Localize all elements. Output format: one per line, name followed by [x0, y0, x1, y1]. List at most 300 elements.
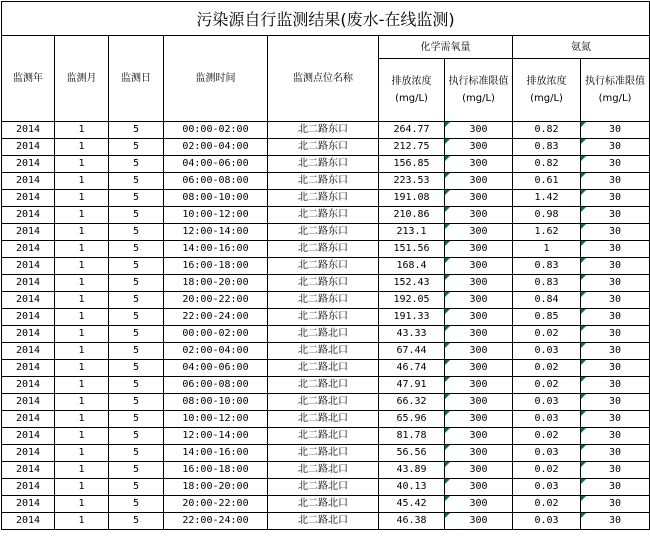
cell-nh3-limit[interactable]: [581, 377, 650, 394]
cell-nh3-concentration[interactable]: [513, 411, 581, 428]
cell-nh3-limit[interactable]: [581, 411, 650, 428]
cell-cod-limit[interactable]: [445, 275, 513, 292]
cell-nh3-concentration[interactable]: [513, 428, 581, 445]
cell-site[interactable]: [268, 173, 379, 190]
cell-cod-concentration[interactable]: [379, 156, 445, 173]
cell-time[interactable]: [164, 411, 268, 428]
cell-comment-flag-icon: [581, 411, 586, 416]
cell-value: 1: [78, 515, 85, 526]
cell-year[interactable]: [2, 258, 55, 275]
cell-cod-concentration[interactable]: [379, 292, 445, 309]
cell-value: 北二路北口: [298, 430, 348, 441]
cell-value: 北二路北口: [298, 379, 348, 390]
cell-site[interactable]: [268, 139, 379, 156]
cell-month[interactable]: [55, 326, 109, 343]
cell-month[interactable]: [55, 394, 109, 411]
cell-cod-limit[interactable]: [445, 258, 513, 275]
cell-day[interactable]: [109, 343, 164, 360]
cell-day[interactable]: [109, 292, 164, 309]
cell-site[interactable]: [268, 445, 379, 462]
cell-value: 300: [469, 192, 488, 203]
cell-cod-limit[interactable]: [445, 394, 513, 411]
cell-year[interactable]: [2, 207, 55, 224]
cell-nh3-concentration[interactable]: [513, 122, 581, 139]
cell-day[interactable]: [109, 513, 164, 530]
cell-nh3-concentration[interactable]: [513, 445, 581, 462]
cell-site[interactable]: [268, 292, 379, 309]
cell-day[interactable]: [109, 139, 164, 156]
cell-site[interactable]: [268, 122, 379, 139]
header-year[interactable]: 监测年: [2, 36, 55, 122]
cell-time[interactable]: [164, 445, 268, 462]
cell-site[interactable]: [268, 360, 379, 377]
cell-month[interactable]: [55, 241, 109, 258]
cell-nh3-limit[interactable]: [581, 292, 650, 309]
cell-value: 30: [609, 175, 622, 186]
header-month[interactable]: 监测月: [55, 36, 109, 122]
cell-day[interactable]: [109, 411, 164, 428]
cell-month[interactable]: [55, 224, 109, 241]
cell-value: 46.38: [396, 515, 427, 526]
header-cod-limit[interactable]: 执行标准限值(mg/L): [445, 59, 513, 122]
cell-nh3-limit[interactable]: [581, 360, 650, 377]
header-day[interactable]: 监测日: [109, 36, 164, 122]
cell-site[interactable]: [268, 224, 379, 241]
cell-site[interactable]: [268, 190, 379, 207]
cell-year[interactable]: [2, 462, 55, 479]
cell-time[interactable]: [164, 343, 268, 360]
cell-day[interactable]: [109, 428, 164, 445]
cell-comment-flag-icon: [445, 207, 450, 212]
cell-day[interactable]: [109, 241, 164, 258]
cell-cod-concentration[interactable]: [379, 479, 445, 496]
cell-nh3-limit[interactable]: [581, 445, 650, 462]
cell-month[interactable]: [55, 445, 109, 462]
cell-value: 151.56: [393, 243, 430, 254]
cell-nh3-limit[interactable]: [581, 122, 650, 139]
cell-time[interactable]: [164, 275, 268, 292]
cell-nh3-limit[interactable]: [581, 173, 650, 190]
cell-value: 22:00-24:00: [182, 515, 249, 526]
cell-value: 2014: [15, 260, 41, 271]
cell-cod-concentration[interactable]: [379, 309, 445, 326]
cell-cod-limit[interactable]: [445, 241, 513, 258]
cell-cod-limit[interactable]: [445, 343, 513, 360]
cell-cod-concentration[interactable]: [379, 377, 445, 394]
cell-cod-limit[interactable]: [445, 173, 513, 190]
table-row: [2, 190, 650, 207]
cell-day[interactable]: [109, 224, 164, 241]
cell-comment-flag-icon: [581, 513, 586, 518]
cell-value: 10:00-12:00: [182, 209, 249, 220]
cell-nh3-concentration[interactable]: [513, 462, 581, 479]
cell-time[interactable]: [164, 122, 268, 139]
cell-year[interactable]: [2, 139, 55, 156]
cell-value: 0.02: [534, 430, 559, 441]
cell-time[interactable]: [164, 428, 268, 445]
cell-nh3-concentration[interactable]: [513, 173, 581, 190]
cell-value: 1: [78, 243, 85, 254]
cell-day[interactable]: [109, 462, 164, 479]
cell-site[interactable]: [268, 326, 379, 343]
cell-nh3-limit[interactable]: [581, 224, 650, 241]
cell-year[interactable]: [2, 496, 55, 513]
cell-year[interactable]: [2, 241, 55, 258]
cell-cod-concentration[interactable]: [379, 275, 445, 292]
cell-value: 0.02: [534, 362, 559, 373]
cell-cod-concentration[interactable]: [379, 173, 445, 190]
cell-month[interactable]: [55, 377, 109, 394]
cell-year[interactable]: [2, 275, 55, 292]
cell-month[interactable]: [55, 343, 109, 360]
cell-time[interactable]: [164, 224, 268, 241]
cell-nh3-concentration[interactable]: [513, 496, 581, 513]
cell-nh3-limit[interactable]: [581, 462, 650, 479]
cell-value: 5: [132, 192, 140, 203]
cell-time[interactable]: [164, 292, 268, 309]
cell-day[interactable]: [109, 394, 164, 411]
cell-nh3-limit[interactable]: [581, 496, 650, 513]
cell-value: 1: [78, 260, 85, 271]
cell-nh3-concentration[interactable]: [513, 207, 581, 224]
cell-cod-limit[interactable]: [445, 224, 513, 241]
cell-cod-limit[interactable]: [445, 139, 513, 156]
cell-cod-concentration[interactable]: [379, 513, 445, 530]
cell-comment-flag-icon: [445, 122, 450, 127]
cell-nh3-limit[interactable]: [581, 479, 650, 496]
cell-time[interactable]: [164, 258, 268, 275]
cell-nh3-concentration[interactable]: [513, 190, 581, 207]
cell-year[interactable]: [2, 156, 55, 173]
cell-time[interactable]: [164, 190, 268, 207]
cell-time[interactable]: [164, 394, 268, 411]
cell-value: 2014: [15, 430, 41, 441]
cell-value: 北二路北口: [298, 481, 348, 492]
cell-value: 14:00-16:00: [182, 243, 249, 254]
cell-site[interactable]: [268, 377, 379, 394]
cell-year[interactable]: [2, 224, 55, 241]
cell-cod-limit[interactable]: [445, 190, 513, 207]
cell-nh3-concentration[interactable]: [513, 275, 581, 292]
cell-month[interactable]: [55, 479, 109, 496]
cell-nh3-limit[interactable]: [581, 326, 650, 343]
cell-value: 1.42: [534, 192, 559, 203]
cell-day[interactable]: [109, 122, 164, 139]
cell-value: 2014: [15, 345, 41, 356]
cell-year[interactable]: [2, 173, 55, 190]
cell-value: 5: [132, 481, 140, 492]
cell-nh3-concentration[interactable]: [513, 360, 581, 377]
cell-value: 1: [78, 481, 85, 492]
cell-day[interactable]: [109, 207, 164, 224]
cell-nh3-concentration[interactable]: [513, 326, 581, 343]
cell-cod-limit[interactable]: [445, 513, 513, 530]
cell-month[interactable]: [55, 122, 109, 139]
cell-time[interactable]: [164, 377, 268, 394]
cell-value: 北二路东口: [298, 294, 348, 305]
cell-site[interactable]: [268, 411, 379, 428]
cell-value: 22:00-24:00: [182, 311, 249, 322]
cell-value: 1: [78, 192, 85, 203]
cell-value: 北二路北口: [298, 515, 348, 526]
cell-value: 1: [78, 209, 85, 220]
cell-site[interactable]: [268, 462, 379, 479]
cell-day[interactable]: [109, 377, 164, 394]
cell-value: 2014: [15, 413, 41, 424]
cell-comment-flag-icon: [581, 275, 586, 280]
header-cod-concentration[interactable]: 排放浓度(mg/L): [379, 59, 445, 122]
cell-nh3-concentration[interactable]: [513, 343, 581, 360]
cell-month[interactable]: [55, 428, 109, 445]
cell-month[interactable]: [55, 462, 109, 479]
cell-value: 300: [469, 515, 488, 526]
cell-time[interactable]: [164, 326, 268, 343]
cell-month[interactable]: [55, 156, 109, 173]
cell-nh3-limit[interactable]: [581, 139, 650, 156]
cell-time[interactable]: [164, 360, 268, 377]
cell-nh3-concentration[interactable]: [513, 513, 581, 530]
cell-cod-concentration[interactable]: [379, 343, 445, 360]
cell-month[interactable]: [55, 411, 109, 428]
cell-cod-limit[interactable]: [445, 479, 513, 496]
cell-cod-concentration[interactable]: [379, 224, 445, 241]
table-row: [2, 496, 650, 513]
cell-cod-limit[interactable]: [445, 292, 513, 309]
cell-day[interactable]: [109, 309, 164, 326]
cell-day[interactable]: [109, 275, 164, 292]
cell-month[interactable]: [55, 360, 109, 377]
cell-year[interactable]: [2, 360, 55, 377]
cell-nh3-limit[interactable]: [581, 190, 650, 207]
cell-value: 2014: [15, 243, 41, 254]
cell-cod-limit[interactable]: [445, 156, 513, 173]
cell-nh3-concentration[interactable]: [513, 394, 581, 411]
cell-year[interactable]: [2, 513, 55, 530]
cell-month[interactable]: [55, 173, 109, 190]
cell-year[interactable]: [2, 479, 55, 496]
cell-value: 2014: [15, 226, 41, 237]
cell-nh3-limit[interactable]: [581, 241, 650, 258]
cell-cod-limit[interactable]: [445, 207, 513, 224]
cell-cod-concentration[interactable]: [379, 496, 445, 513]
cell-year[interactable]: [2, 343, 55, 360]
cell-month[interactable]: [55, 309, 109, 326]
cell-cod-concentration[interactable]: [379, 394, 445, 411]
table-row: [2, 309, 650, 326]
header-cod-group[interactable]: 化学需氧量: [379, 36, 513, 59]
cell-day[interactable]: [109, 479, 164, 496]
cell-nh3-limit[interactable]: [581, 309, 650, 326]
cell-nh3-limit[interactable]: [581, 428, 650, 445]
cell-value: 30: [609, 243, 622, 254]
cell-cod-limit[interactable]: [445, 360, 513, 377]
cell-site[interactable]: [268, 479, 379, 496]
header-nh3-concentration[interactable]: 排放浓度(mg/L): [513, 59, 581, 122]
cell-value: 北二路北口: [298, 328, 348, 339]
cell-value: 5: [132, 124, 140, 135]
cell-day[interactable]: [109, 326, 164, 343]
cell-value: 0.02: [534, 464, 559, 475]
cell-cod-concentration[interactable]: [379, 326, 445, 343]
cell-nh3-concentration[interactable]: [513, 258, 581, 275]
cell-year[interactable]: [2, 326, 55, 343]
cell-value: 300: [469, 447, 488, 458]
cell-month[interactable]: [55, 207, 109, 224]
cell-value: 5: [132, 464, 140, 475]
cell-site[interactable]: [268, 394, 379, 411]
cell-cod-limit[interactable]: [445, 462, 513, 479]
cell-value: 1: [78, 413, 85, 424]
cell-comment-flag-icon: [445, 258, 450, 263]
cell-time[interactable]: [164, 462, 268, 479]
cell-nh3-concentration[interactable]: [513, 309, 581, 326]
cell-value: 30: [609, 345, 622, 356]
cell-value: 5: [132, 158, 140, 169]
cell-day[interactable]: [109, 360, 164, 377]
cell-year[interactable]: [2, 394, 55, 411]
cell-month[interactable]: [55, 275, 109, 292]
cell-year[interactable]: [2, 122, 55, 139]
cell-day[interactable]: [109, 190, 164, 207]
table-row: [2, 445, 650, 462]
cell-value: 0.02: [534, 498, 559, 509]
cell-cod-limit[interactable]: [445, 377, 513, 394]
cell-month[interactable]: [55, 292, 109, 309]
cell-cod-limit[interactable]: [445, 326, 513, 343]
cell-time[interactable]: [164, 156, 268, 173]
cell-cod-limit[interactable]: [445, 445, 513, 462]
cell-time[interactable]: [164, 309, 268, 326]
cell-site[interactable]: [268, 241, 379, 258]
cell-time[interactable]: [164, 207, 268, 224]
cell-site[interactable]: [268, 496, 379, 513]
header-nh3-group[interactable]: 氨氮: [513, 36, 650, 59]
cell-month[interactable]: [55, 258, 109, 275]
cell-comment-flag-icon: [445, 292, 450, 297]
cell-nh3-concentration[interactable]: [513, 479, 581, 496]
cell-nh3-concentration[interactable]: [513, 224, 581, 241]
cell-year[interactable]: [2, 411, 55, 428]
cell-cod-limit[interactable]: [445, 309, 513, 326]
cell-comment-flag-icon: [445, 343, 450, 348]
cell-time[interactable]: [164, 496, 268, 513]
cell-year[interactable]: [2, 292, 55, 309]
header-time[interactable]: 监测时间: [164, 36, 268, 122]
cell-month[interactable]: [55, 190, 109, 207]
cell-year[interactable]: [2, 377, 55, 394]
cell-day[interactable]: [109, 496, 164, 513]
table-row: [2, 462, 650, 479]
cell-cod-concentration[interactable]: [379, 258, 445, 275]
cell-comment-flag-icon: [581, 462, 586, 467]
cell-month[interactable]: [55, 496, 109, 513]
cell-site[interactable]: [268, 513, 379, 530]
cell-cod-concentration[interactable]: [379, 241, 445, 258]
cell-nh3-limit[interactable]: [581, 513, 650, 530]
cell-nh3-limit[interactable]: [581, 275, 650, 292]
cell-value: 0.03: [534, 447, 559, 458]
cell-nh3-concentration[interactable]: [513, 292, 581, 309]
cell-cod-limit[interactable]: [445, 496, 513, 513]
cell-day[interactable]: [109, 173, 164, 190]
cell-cod-concentration[interactable]: [379, 445, 445, 462]
cell-nh3-limit[interactable]: [581, 394, 650, 411]
cell-time[interactable]: [164, 139, 268, 156]
cell-cod-limit[interactable]: [445, 411, 513, 428]
cell-year[interactable]: [2, 309, 55, 326]
cell-nh3-concentration[interactable]: [513, 156, 581, 173]
cell-cod-limit[interactable]: [445, 122, 513, 139]
cell-cod-concentration[interactable]: [379, 122, 445, 139]
cell-value: 300: [469, 362, 488, 373]
cell-site[interactable]: [268, 275, 379, 292]
cell-cod-concentration[interactable]: [379, 139, 445, 156]
cell-value: 0.82: [534, 124, 559, 135]
cell-nh3-limit[interactable]: [581, 156, 650, 173]
cell-site[interactable]: [268, 207, 379, 224]
cell-value: 65.96: [396, 413, 427, 424]
cell-nh3-concentration[interactable]: [513, 377, 581, 394]
cell-time[interactable]: [164, 479, 268, 496]
cell-value: 43.89: [396, 464, 427, 475]
cell-year[interactable]: [2, 190, 55, 207]
cell-value: 191.08: [393, 192, 430, 203]
cell-day[interactable]: [109, 258, 164, 275]
cell-value: 5: [132, 515, 140, 526]
cell-nh3-concentration[interactable]: [513, 241, 581, 258]
cell-year[interactable]: [2, 428, 55, 445]
cell-time[interactable]: [164, 173, 268, 190]
header-site[interactable]: 监测点位名称: [268, 36, 379, 122]
header-nh3-limit[interactable]: 执行标准限值(mg/L): [581, 59, 650, 122]
cell-nh3-limit[interactable]: [581, 207, 650, 224]
cell-value: 5: [132, 277, 140, 288]
cell-day[interactable]: [109, 445, 164, 462]
cell-comment-flag-icon: [445, 377, 450, 382]
cell-time[interactable]: [164, 513, 268, 530]
cell-cod-concentration[interactable]: [379, 207, 445, 224]
cell-cod-concentration[interactable]: [379, 462, 445, 479]
cell-site[interactable]: [268, 309, 379, 326]
sheet-title[interactable]: 污染源自行监测结果(废水-在线监测): [2, 2, 650, 36]
cell-cod-concentration[interactable]: [379, 360, 445, 377]
cell-cod-limit[interactable]: [445, 428, 513, 445]
cell-cod-concentration[interactable]: [379, 428, 445, 445]
cell-nh3-limit[interactable]: [581, 258, 650, 275]
cell-nh3-limit[interactable]: [581, 343, 650, 360]
cell-cod-concentration[interactable]: [379, 190, 445, 207]
cell-value: 0.83: [534, 260, 559, 271]
cell-value: 北二路东口: [298, 141, 348, 152]
cell-value: 30: [609, 328, 622, 339]
cell-site[interactable]: [268, 156, 379, 173]
cell-nh3-concentration[interactable]: [513, 139, 581, 156]
cell-value: 5: [132, 243, 140, 254]
cell-site[interactable]: [268, 258, 379, 275]
cell-time[interactable]: [164, 241, 268, 258]
cell-site[interactable]: [268, 343, 379, 360]
cell-value: 0.02: [534, 328, 559, 339]
cell-comment-flag-icon: [445, 428, 450, 433]
cell-value: 5: [132, 447, 140, 458]
cell-day[interactable]: [109, 156, 164, 173]
cell-month[interactable]: [55, 139, 109, 156]
cell-site[interactable]: [268, 428, 379, 445]
cell-month[interactable]: [55, 513, 109, 530]
cell-value: 1: [78, 175, 85, 186]
cell-cod-concentration[interactable]: [379, 411, 445, 428]
cell-year[interactable]: [2, 445, 55, 462]
